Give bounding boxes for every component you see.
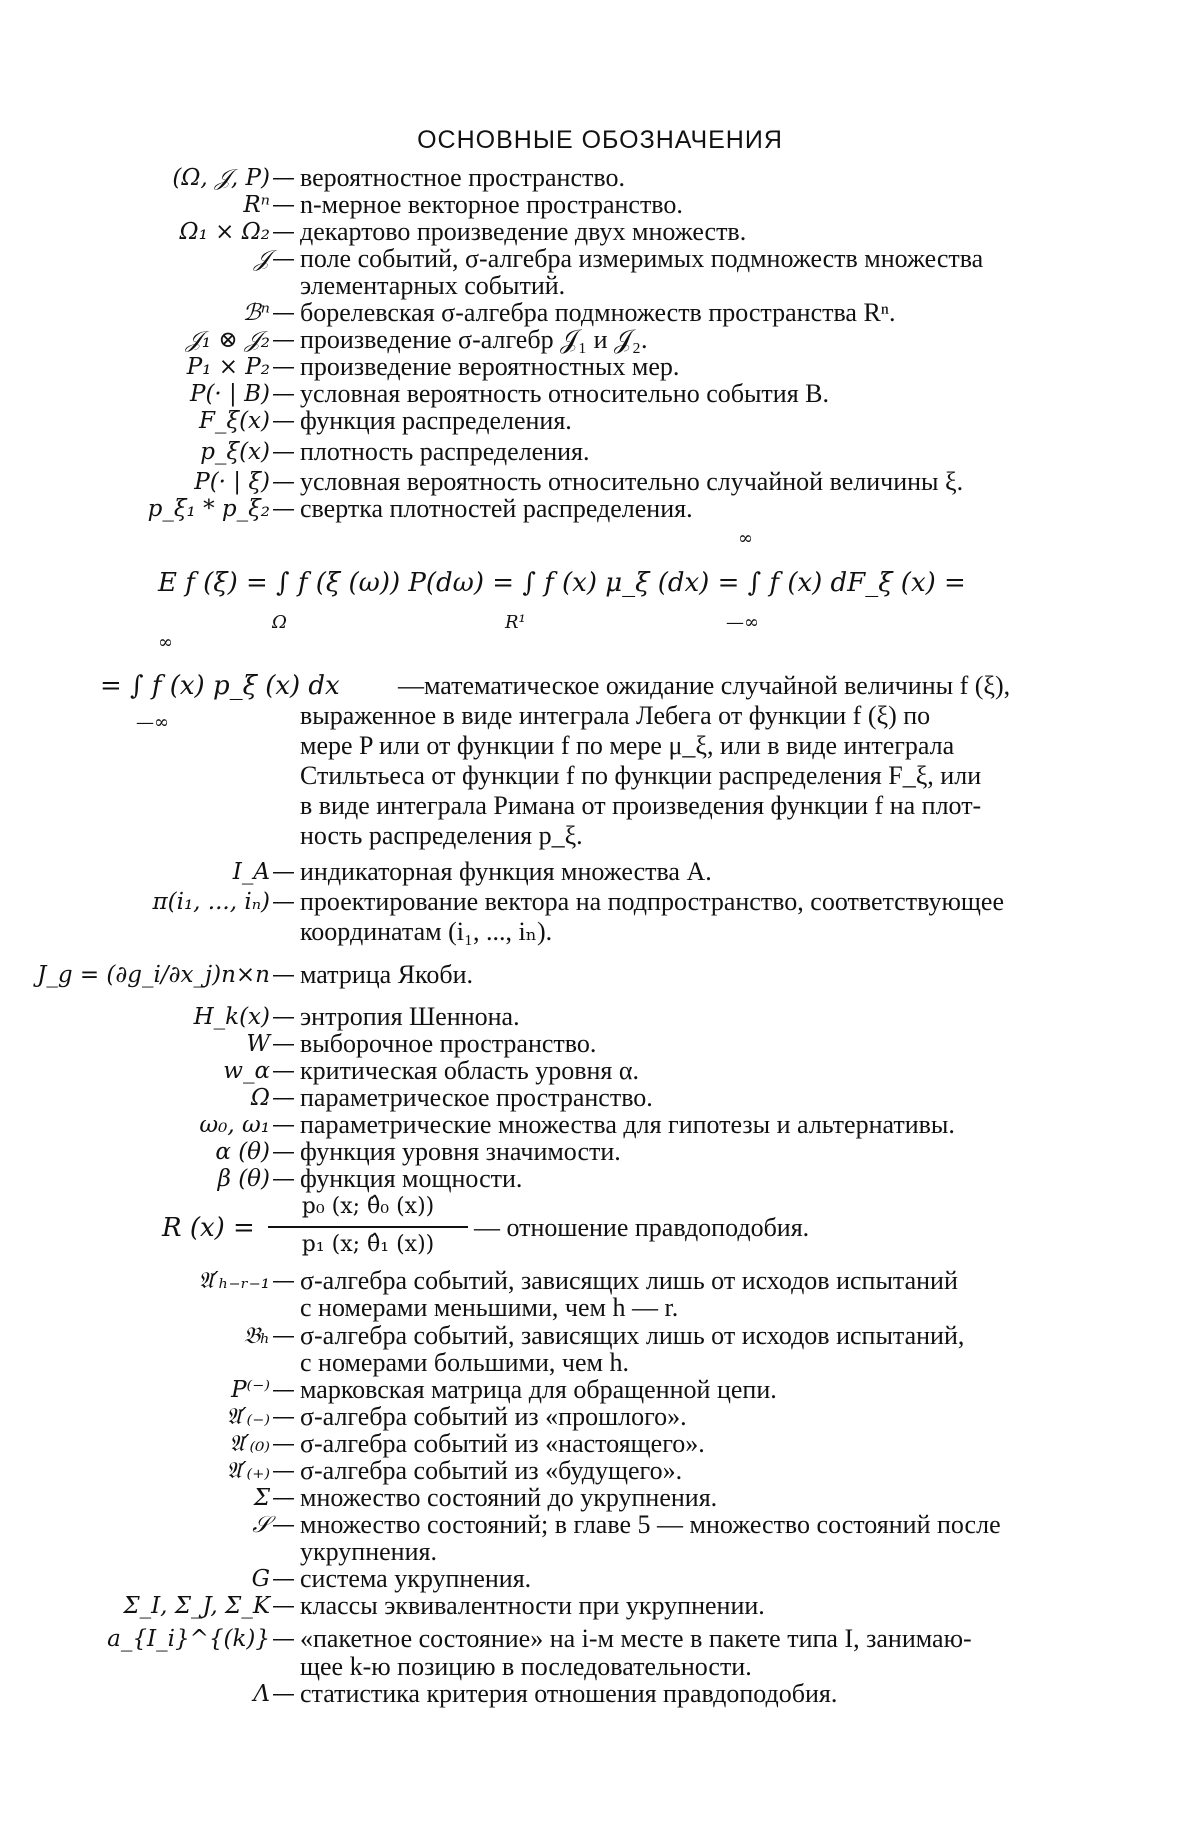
entry-continuation: щее k-ю позицию в последовательности. — [300, 1652, 752, 1681]
entry-states-set — [0, 1510, 1200, 1540]
limit-upper-infinity-2: ∞ — [158, 632, 173, 653]
continuation-line: в виде интеграла Римана от произведения функции f на плот- — [300, 791, 982, 820]
limit-minus-infinity: —∞ — [726, 612, 759, 633]
entry-description: функция распределения. — [300, 406, 572, 435]
entry-symbol: a_{I_i}^{(k)} — [107, 1626, 270, 1652]
entry-lumping-system — [0, 1564, 1200, 1594]
entry-symbol: 𝒥₁ ⊗ 𝒥₂ — [185, 327, 270, 353]
entry-symbol: H_k(x) — [193, 1004, 270, 1030]
entry-conditional-rv — [0, 467, 1200, 497]
entry-description: статистика критерия отношения правдоподобия. — [300, 1679, 838, 1708]
limit-omega: Ω — [272, 612, 287, 633]
entry-continuation: координатам (i₁, ..., iₙ). — [300, 917, 553, 946]
entry-description: энтропия Шеннона. — [300, 1002, 520, 1031]
entry-symbol: Σ_I, Σ_J, Σ_K — [123, 1593, 270, 1619]
entry-cdf — [0, 406, 1200, 436]
entry-product-measures — [0, 352, 1200, 382]
continuation-line: выраженное в виде интеграла Лебега от функции f (ξ) по — [300, 701, 931, 730]
entry-continuation: элементарных событий. — [300, 271, 566, 300]
entry-description: «пакетное состояние» на i-м месте в пакете типа I, занимаю- — [300, 1624, 972, 1653]
entry-description: индикаторная функция множества A. — [300, 857, 712, 886]
limit-upper-infinity: ∞ — [738, 528, 753, 549]
entry-description: свертка плотностей распределения. — [300, 494, 693, 523]
entry-continuation: с номерами большими, чем h. — [300, 1348, 629, 1377]
entry-dash: — — [272, 1377, 295, 1403]
entry-dash: — — [272, 1431, 295, 1457]
entry-dash: — — [272, 381, 295, 407]
entry-description: множество состояний до укрупнения. — [300, 1483, 718, 1512]
entry-dash: — — [272, 1031, 295, 1057]
limit-r1: R¹ — [505, 612, 526, 633]
entry-cartesian — [0, 217, 1200, 247]
entry-jacobian — [0, 960, 1200, 990]
entry-dash: — — [272, 1139, 295, 1165]
entry-sigma-future-h — [0, 1321, 1200, 1351]
entry-dash: — — [272, 1485, 295, 1511]
entry-dash: — — [272, 165, 295, 191]
entry-states-before — [0, 1483, 1200, 1513]
entry-sigma-past — [0, 1402, 1200, 1432]
entry-symbol: ℬⁿ — [242, 300, 270, 326]
entry-expectation — [0, 671, 1200, 701]
page-title: ОСНОВНЫЕ ОБОЗНАЧЕНИЯ — [417, 126, 783, 154]
entry-dash: — — [272, 889, 295, 915]
entry-description: система укрупнения. — [300, 1564, 532, 1593]
entry-description: параметрическое пространство. — [300, 1083, 653, 1112]
entry-symbol: W — [246, 1031, 270, 1057]
entry-symbol: p_ξ₁ * p_ξ₂ — [147, 496, 270, 522]
entry-dash: — — [272, 354, 295, 380]
entry-dash: — — [272, 1323, 295, 1349]
entry-field-of-events — [0, 244, 1200, 274]
entry-dash: — — [272, 496, 295, 522]
entry-symbol: I_A — [232, 859, 270, 885]
entry-power — [0, 1164, 1200, 1194]
entry-symbol: F_ξ(x) — [198, 408, 270, 434]
entry-dash: — — [272, 1458, 295, 1484]
entry-dash: — — [272, 1512, 295, 1538]
entry-description — [398, 671, 1110, 701]
entry-description: n-мерное векторное пространство. — [300, 190, 683, 219]
entry-dash: — — [272, 1166, 295, 1192]
entry-dash: — — [398, 671, 424, 700]
entry-symbol: Ω₁ × Ω₂ — [179, 219, 270, 245]
entry-description: декартово произведение двух множеств. — [300, 217, 747, 246]
entry-sigma-future — [0, 1456, 1200, 1486]
entry-sigma-present — [0, 1429, 1200, 1459]
entry-dash: — — [272, 1681, 295, 1707]
entry-critical-region — [0, 1056, 1200, 1086]
expectation-continuation — [300, 761, 1110, 791]
entry-symbol: G — [251, 1566, 270, 1592]
entry-description: σ-алгебра событий, зависящих лишь от исходов испытаний, — [300, 1321, 965, 1350]
entry-symbol: Σ — [253, 1485, 270, 1511]
entry-symbol: β (θ) — [217, 1166, 270, 1192]
entry-symbol: (Ω, 𝒥, P) — [172, 165, 270, 191]
entry-description: — отношение правдоподобия. — [474, 1213, 810, 1242]
entry-dash: — — [272, 1112, 295, 1138]
entry-description: σ-алгебра событий из «будущего». — [300, 1456, 683, 1485]
entry-dash: — — [272, 439, 295, 465]
entry-pdf — [0, 437, 1200, 467]
entry-projection — [0, 887, 1200, 917]
entry-symbol: P⁽⁻⁾ — [231, 1377, 270, 1403]
continuation-line: Стильтьеса от функции f по функции распределения F_ξ, или — [300, 761, 982, 790]
entry-description: выборочное пространство. — [300, 1029, 597, 1058]
entry-symbol: w_α — [223, 1058, 270, 1084]
entry-convolution — [0, 494, 1200, 524]
entry-description: произведение вероятностных мер. — [300, 352, 680, 381]
entry-dash: — — [272, 1004, 295, 1030]
continuation-line: ность распределения p_ξ. — [300, 821, 583, 850]
entry-dash: — — [272, 192, 295, 218]
entry-dash: — — [272, 327, 295, 353]
limit-minus-infinity-2: —∞ — [136, 712, 169, 733]
entry-symbol: 𝔄′₍₀₎ — [229, 1431, 270, 1457]
entry-probability-space — [0, 163, 1200, 193]
entry-indicator — [0, 857, 1200, 887]
entry-dash: — — [272, 1058, 295, 1084]
entry-dash: — — [272, 408, 295, 434]
entry-parameter-sets — [0, 1110, 1200, 1140]
expectation-formula-line2: = ∫ f (x) p_ξ (x) dx — [100, 671, 340, 701]
entry-dash: — — [272, 1268, 295, 1294]
entry-dash: — — [272, 859, 295, 885]
entry-dash: — — [272, 300, 295, 326]
entry-dash: — — [272, 219, 295, 245]
entry-description: матрица Якоби. — [300, 960, 473, 989]
entry-description: марковская матрица для обращенной цепи. — [300, 1375, 777, 1404]
entry-conditional-event — [0, 379, 1200, 409]
entry-symbol: 𝔄′₍₊₎ — [226, 1458, 270, 1484]
entry-likelihood — [0, 1213, 1200, 1243]
entry-description: условная вероятность относительно события B. — [300, 379, 830, 408]
entry-description: плотность распределения. — [300, 437, 590, 466]
entry-symbol: 𝔄′₍₋₎ — [226, 1404, 270, 1430]
entry-description-text: математическое ожидание случайной величины f (ξ), — [424, 671, 1011, 700]
entry-description: функция уровня значимости. — [300, 1137, 621, 1166]
entry-dash: — — [272, 246, 295, 272]
entry-dash: — — [272, 1404, 295, 1430]
entry-description: множество состояний; в главе 5 — множество состояний после — [300, 1510, 1001, 1539]
entry-rn — [0, 190, 1200, 220]
entry-significance — [0, 1137, 1200, 1167]
entry-description: параметрические множества для гипотезы и альтернативы. — [300, 1110, 955, 1139]
expectation-formula-line1: E f (ξ) = ∫ f (ξ (ω)) P(dω) = ∫ f (x) μ_ξ (dx) = ∫ f (x) dF_ξ (x) = — [158, 568, 966, 598]
entry-dash: — — [272, 1593, 295, 1619]
entry-description: σ-алгебра событий из «прошлого». — [300, 1402, 687, 1431]
likelihood-denominator: p₁ (x; θ̂₁ (x)) — [301, 1232, 435, 1257]
entry-equivalence-classes — [0, 1591, 1200, 1621]
entry-dash: — — [272, 469, 295, 495]
entry-dash: — — [272, 1085, 295, 1111]
entry-symbol: J_g = (∂g_i/∂x_j)n×n — [37, 962, 270, 988]
entry-symbol: Λ — [253, 1681, 270, 1707]
expectation-continuation — [300, 731, 1110, 761]
entry-description: классы эквивалентности при укрупнении. — [300, 1591, 765, 1620]
continuation-line: мере P или от функции f по мере μ_ξ, или в виде интеграла — [300, 731, 955, 760]
entry-description: поле событий, σ-алгебра измеримых подмножеств множества — [300, 244, 984, 273]
entry-symbol: P(· | B) — [189, 381, 270, 407]
entry-symbol: P₁ × P₂ — [186, 354, 270, 380]
entry-description: произведение σ-алгебр 𝒥₁ и 𝒥₂. — [300, 325, 648, 354]
entry-symbol: 𝒮 — [252, 1512, 270, 1538]
entry-symbol: 𝔄′ₕ₋ᵣ₋₁ — [198, 1268, 270, 1294]
entry-description: критическая область уровня α. — [300, 1056, 639, 1085]
entry-entropy — [0, 1002, 1200, 1032]
entry-description: функция мощности. — [300, 1164, 523, 1193]
entry-symbol: Ω — [250, 1085, 270, 1111]
entry-parameter-space — [0, 1083, 1200, 1113]
entry-symbol: P(· | ξ) — [194, 469, 270, 495]
entry-symbol: α (θ) — [215, 1139, 270, 1165]
entry-dash: — — [272, 962, 295, 988]
entry-symbol: 𝒥 — [254, 246, 270, 272]
entry-borel — [0, 298, 1200, 328]
entry-sample-space — [0, 1029, 1200, 1059]
entry-continuation: с номерами меньшими, чем h — r. — [300, 1293, 679, 1322]
likelihood-numerator: p₀ (x; θ̂₀ (x)) — [301, 1194, 435, 1219]
entry-dash: — — [272, 1626, 295, 1652]
entry-description: σ-алгебра событий, зависящих лишь от исходов испытаний — [300, 1266, 958, 1295]
entry-packet-state — [0, 1624, 1200, 1654]
entry-description: условная вероятность относительно случайной величины ξ. — [300, 467, 964, 496]
entry-description: борелевская σ-алгебра подмножеств пространства Rⁿ. — [300, 298, 896, 327]
entry-symbol: Rⁿ — [243, 192, 270, 218]
entry-lr-statistic — [0, 1679, 1200, 1709]
entry-description: вероятностное пространство. — [300, 163, 625, 192]
entry-symbol: p_ξ(x) — [200, 439, 270, 465]
expectation-continuation — [300, 791, 1110, 821]
entry-continuation: укрупнения. — [300, 1537, 437, 1566]
entry-symbol: 𝔅ₕ — [243, 1323, 270, 1349]
entry-symbol: π(i₁, ..., iₙ) — [152, 889, 270, 915]
entry-product-sigma — [0, 325, 1200, 355]
entry-dash: — — [272, 1566, 295, 1592]
entry-description: σ-алгебра событий из «настоящего». — [300, 1429, 705, 1458]
entry-symbol: ω₀, ω₁ — [199, 1112, 270, 1138]
entry-reversed-chain — [0, 1375, 1200, 1405]
entry-description: проектирование вектора на подпространство, соответствующее — [300, 887, 1004, 916]
likelihood-lhs: R (x) = — [162, 1213, 255, 1243]
expectation-continuation — [300, 701, 1110, 731]
entry-sigma-past-h — [0, 1266, 1200, 1296]
expectation-continuation — [300, 821, 1110, 851]
